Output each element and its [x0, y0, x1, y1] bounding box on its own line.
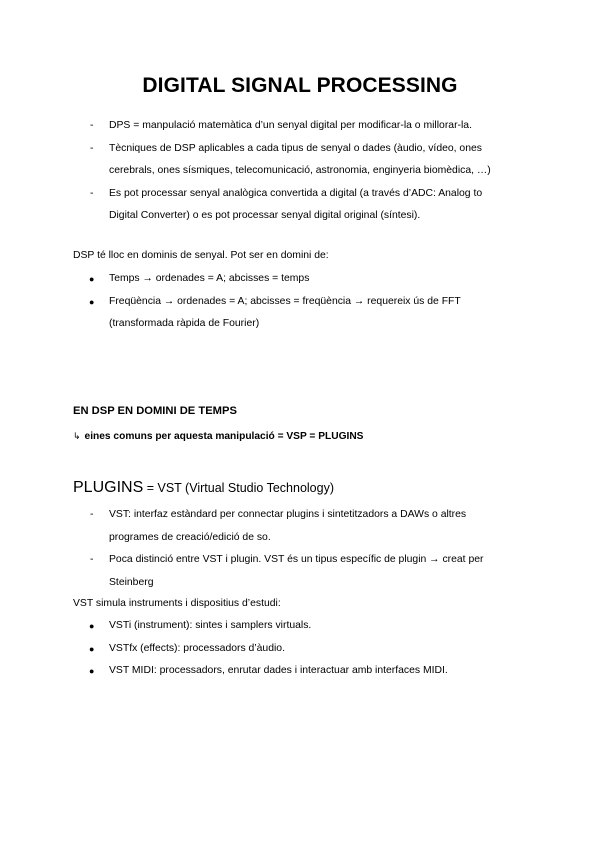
plugins-heading-word: PLUGINS: [73, 479, 144, 496]
dash-marker: -: [90, 554, 94, 565]
list-item: [89, 291, 489, 336]
list-item-text: Freqüència → ordenades = A; abcisses = freqüència → requereix ús de FFT (transformada ràpida de Fourier): [109, 295, 461, 329]
dash-marker: -: [90, 142, 94, 154]
bullet-marker: ●: [89, 666, 95, 676]
return-arrow-icon: ↳: [73, 431, 81, 441]
list-item: [90, 549, 504, 594]
dash-marker: -: [90, 120, 94, 131]
dash-marker: -: [90, 509, 94, 520]
list-item-text: Es pot processar senyal analògica convertida a digital (a través d’ADC: Analog to Digital Converter) o es pot processar senyal digital original (síntesi).: [109, 187, 483, 221]
list-item: [89, 615, 549, 638]
dsp-domain-intro: DSP té lloc en dominis de senyal. Pot ser en domini de:: [73, 250, 329, 261]
bullet-marker: ●: [89, 274, 95, 284]
list-item-text: Poca distinció entre VST i plugin. VST és un tipus específic de plugin → creat per Steinberg: [109, 554, 484, 588]
list-item: [89, 268, 489, 291]
section-note-text: eines comuns per aquesta manipulació = VSP = PLUGINS: [84, 431, 364, 442]
domain-list: [89, 268, 489, 336]
list-item-text: VSTi (instrument): sintes i samplers virtuals.: [109, 620, 312, 631]
bullet-marker: ●: [89, 296, 95, 307]
list-item: [90, 183, 504, 228]
bullet-marker: ●: [89, 621, 95, 631]
list-item-text: DPS = manpulació matemàtica d’un senyal digital per modificar-la o millorar-la.: [109, 120, 472, 131]
plugins-heading: [73, 479, 334, 497]
list-item: [90, 115, 529, 138]
list-item: [90, 138, 524, 183]
vst-list: [90, 504, 504, 594]
list-item: [89, 638, 549, 661]
list-item-text: VST: interfaz estàndard per connectar plugins i sintetitzadors a DAWs o altres programes de creació/edició de so.: [109, 509, 467, 543]
vst-simula: VST simula instruments i dispositius d’estudi:: [73, 598, 281, 609]
list-item-text: Temps → ordenades = A; abcisses = temps: [109, 273, 310, 284]
section-heading: EN DSP EN DOMINI DE TEMPS: [73, 405, 237, 417]
bullet-marker: ●: [89, 643, 95, 654]
list-item: [89, 660, 549, 683]
intro-list: [90, 115, 529, 228]
plugins-heading-rest: = VST (Virtual Studio Technology): [143, 481, 334, 495]
list-item-text: Tècniques de DSP aplicables a cada tipus de senyal o dades (àudio, vídeo, ones cerebrals, ones sísmiques, telecomunicació, astronomia, enginyeria biomèdica, …): [109, 142, 491, 176]
vst-types-list: [89, 615, 549, 683]
page-title: DIGITAL SIGNAL PROCESSING: [142, 74, 458, 97]
list-item-text: VST MIDI: processadors, enrutar dades i interactuar amb interfaces MIDI.: [109, 665, 448, 676]
dash-marker: -: [90, 187, 94, 199]
section-note: [73, 431, 363, 442]
list-item: [90, 504, 504, 549]
list-item-text: VSTfx (effects): processadors d’àudio.: [109, 642, 285, 654]
